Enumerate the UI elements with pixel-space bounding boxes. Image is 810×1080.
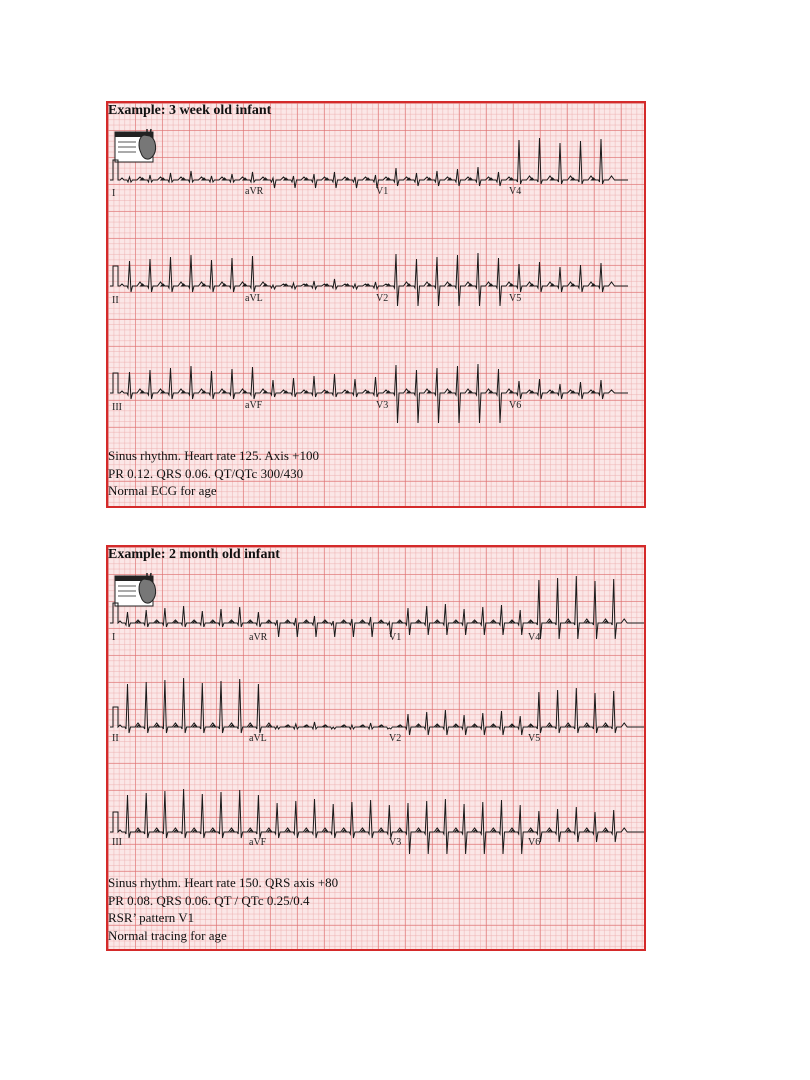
lead-label-v6: V6: [509, 400, 522, 411]
lead-label-i: I: [112, 188, 116, 199]
lead-label-v4: V4: [528, 632, 541, 643]
lead-label-avr: aVR: [249, 632, 268, 643]
lead-label-avl: aVL: [249, 733, 267, 744]
lead-label-avr: aVR: [245, 186, 264, 197]
ecg-panel-2-month: [106, 545, 646, 951]
lead-label-v1: V1: [376, 186, 389, 197]
lead-label-ii: II: [112, 733, 119, 744]
lead-label-i: I: [112, 632, 116, 643]
lead-label-avf: aVF: [245, 400, 263, 411]
note-line: PR 0.08. QRS 0.06. QT / QTc 0.25/0.4: [108, 892, 310, 908]
note-line: RSR’ pattern V1: [108, 910, 195, 925]
panel-title: Example: 3 week old infant: [108, 103, 272, 118]
note-line: PR 0.12. QRS 0.06. QT/QTc 300/430: [108, 465, 304, 481]
lead-label-v2: V2: [389, 733, 402, 744]
lead-label-avl: aVL: [245, 293, 263, 304]
lead-label-v5: V5: [509, 293, 522, 304]
ecg-row-1: [110, 138, 628, 188]
lead-label-avf: aVF: [249, 837, 267, 848]
ecg-panel-3-week: [106, 101, 646, 508]
note-line: Normal ECG for age: [108, 483, 217, 498]
note-line: Normal tracing for age: [108, 927, 227, 943]
ecg-row-2: [110, 253, 628, 306]
note-line: Sinus rhythm. Heart rate 150. QRS axis +80: [108, 875, 339, 890]
ecg-row-2: [110, 678, 644, 735]
lead-label-iii: III: [112, 402, 122, 413]
ecg-row-3: [110, 364, 628, 423]
lead-label-v4: V4: [509, 186, 522, 197]
lead-label-v1: V1: [389, 632, 402, 643]
note-line: Sinus rhythm. Heart rate 125. Axis +100: [108, 448, 319, 463]
lead-label-v3: V3: [389, 837, 402, 848]
interpretation-notes: [108, 447, 319, 500]
lead-label-ii: II: [112, 295, 119, 306]
interpretation-notes: [108, 874, 338, 944]
ecg-row-3: [110, 789, 644, 854]
lead-label-v6: V6: [528, 837, 541, 848]
lead-label-v3: V3: [376, 400, 389, 411]
lead-label-iii: III: [112, 837, 122, 848]
lead-label-v2: V2: [376, 293, 389, 304]
lead-label-v5: V5: [528, 733, 541, 744]
panel-title: Example: 2 month old infant: [108, 547, 280, 562]
ecg-row-1: [110, 576, 644, 639]
